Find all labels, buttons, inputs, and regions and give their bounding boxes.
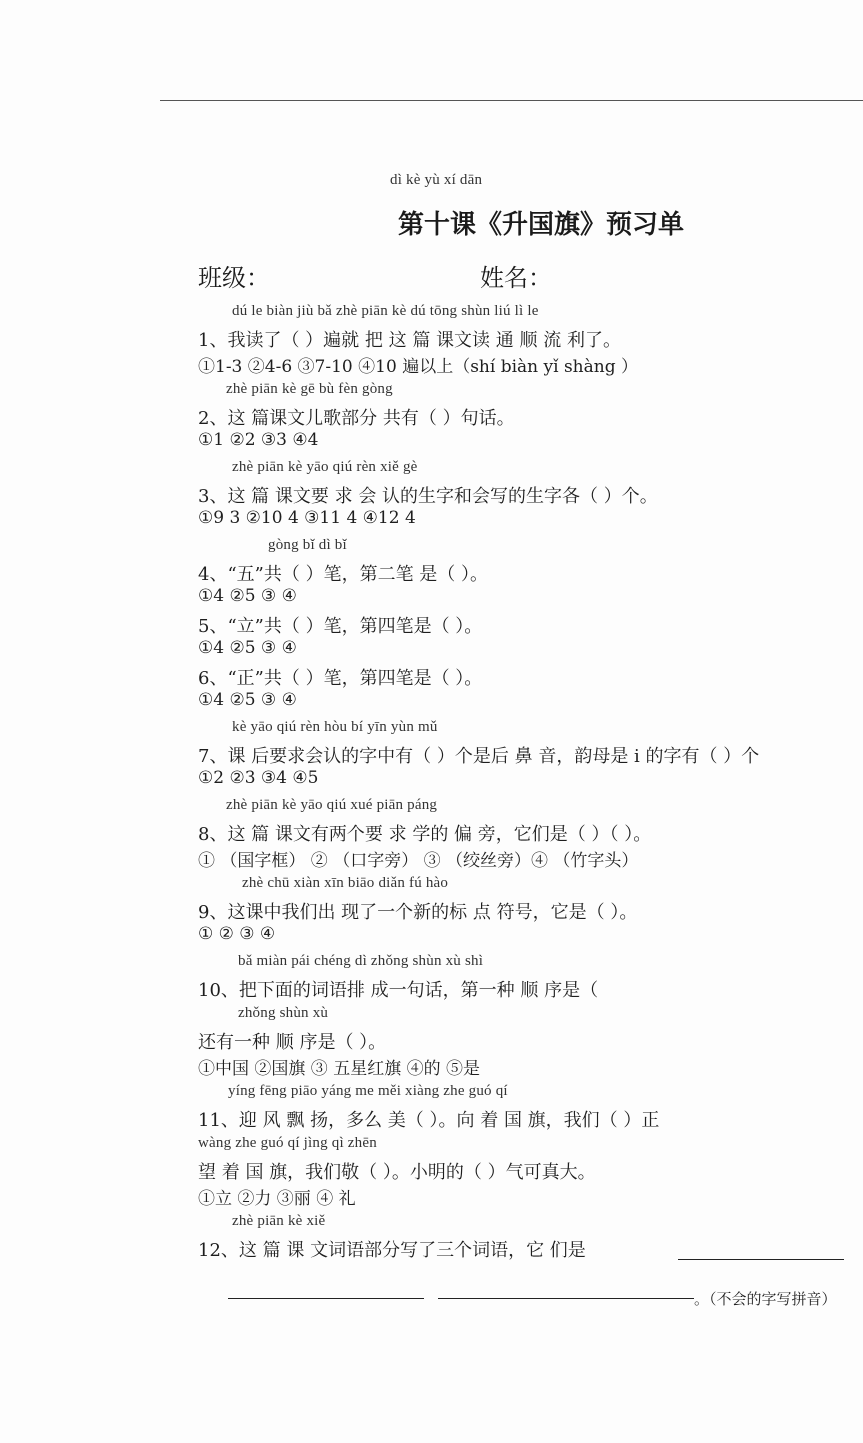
q10-options: ①中国 ②国旗 ③ 五星红旗 ④的 ⑤是: [198, 1059, 481, 1079]
q10-text-2: 还有一种 顺 序是（ ）。: [198, 1032, 387, 1053]
q12-tail-note: 。（不会的字写拼音）: [694, 1290, 837, 1308]
name-label: 姓名：: [480, 264, 552, 292]
q11-pinyin-2: wàng zhe guó qí jìng qì zhēn: [198, 1135, 377, 1151]
page-title: 第十课《升国旗》预习单: [398, 210, 685, 240]
q3-pinyin: zhè piān kè yāo qiú rèn xiě gè: [232, 459, 418, 475]
q4-pinyin: gòng bǐ dì bǐ: [268, 537, 347, 553]
q1-options: ①1-3 ②4-6 ③7-10 ④10 遍以上（shí biàn yǐ shàng ）: [198, 357, 638, 377]
class-label: 班级：: [198, 264, 270, 292]
answer-blank-3: [438, 1298, 694, 1299]
q7-text: 7、课 后要求会认的字中有（ ）个是后 鼻 音，韵母是 i 的字有（ ）个: [198, 746, 760, 767]
q7-options: ①2 ②3 ③4 ④5: [198, 768, 319, 788]
q9-options: ① ② ③ ④: [198, 924, 276, 944]
q2-pinyin: zhè piān kè gē bù fèn gòng: [226, 381, 393, 397]
q1-pinyin: dú le biàn jiù bǎ zhè piān kè dú tōng shùn liú lì le: [232, 303, 539, 319]
q11-text: 11、迎 风 飘 扬，多么 美（ ）。向 着 国 旗，我们（ ）正: [198, 1110, 660, 1131]
q11-options: ①立 ②力 ③丽 ④ 礼: [198, 1189, 356, 1209]
answer-blank-2: [228, 1298, 424, 1299]
q4-options: ①4 ②5 ③ ④: [198, 586, 297, 606]
q11-text-2: 望 着 国 旗，我们敬（ ）。小明的（ ）气可真大。: [198, 1162, 596, 1183]
q9-pinyin: zhè chū xiàn xīn biāo diǎn fú hào: [242, 875, 449, 891]
q1-text: 1、我读了（ ）遍就 把 这 篇 课文读 通 顺 流 利了。: [198, 330, 621, 351]
q11-pinyin: yíng fēng piāo yáng me měi xiàng zhe guó qí: [228, 1083, 508, 1099]
q9-text: 9、这课中我们出 现了一个新的标 点 符号，它是（ ）。: [198, 902, 638, 923]
q8-options: ① （国字框） ② （口字旁） ③ （绞丝旁）④ （竹字头）: [198, 851, 639, 871]
q6-options: ①4 ②5 ③ ④: [198, 690, 297, 710]
q6-text: 6、“正”共（ ）笔，第四笔是（ ）。: [198, 668, 483, 689]
q10-text: 10、把下面的词语排 成一句话，第一种 顺 序是（: [198, 980, 599, 1001]
q8-text: 8、这 篇 课文有两个要 求 学的 偏 旁，它们是（ ）（ ）。: [198, 824, 652, 845]
q12-pinyin: zhè piān kè xiě: [232, 1213, 326, 1229]
q3-options: ①9 3 ②10 4 ③11 4 ④12 4: [198, 508, 416, 528]
q10-pinyin-2: zhǒng shùn xù: [238, 1005, 329, 1021]
top-rule: [160, 100, 863, 101]
q3-text: 3、这 篇 课文要 求 会 认的生字和会写的生字各（ ）个。: [198, 486, 658, 507]
q7-pinyin: kè yāo qiú rèn hòu bí yīn yùn mǔ: [232, 719, 438, 735]
answer-blank-1: [678, 1259, 844, 1260]
q10-pinyin: bǎ miàn pái chéng dì zhǒng shùn xù shì: [238, 953, 484, 969]
q12-text: 12、这 篇 课 文词语部分写了三个词语，它 们是: [198, 1240, 586, 1261]
title-pinyin: dì kè yù xí dān: [390, 172, 483, 188]
q2-text: 2、这 篇课文儿歌部分 共有（ ）句话。: [198, 408, 515, 429]
q2-options: ①1 ②2 ③3 ④4: [198, 430, 319, 450]
q4-text: 4、“五”共（ ）笔，第二笔 是（ ）。: [198, 564, 489, 585]
q5-text: 5、“立”共（ ）笔，第四笔是（ ）。: [198, 616, 483, 637]
q8-pinyin: zhè piān kè yāo qiú xué piān páng: [226, 797, 438, 813]
q5-options: ①4 ②5 ③ ④: [198, 638, 297, 658]
